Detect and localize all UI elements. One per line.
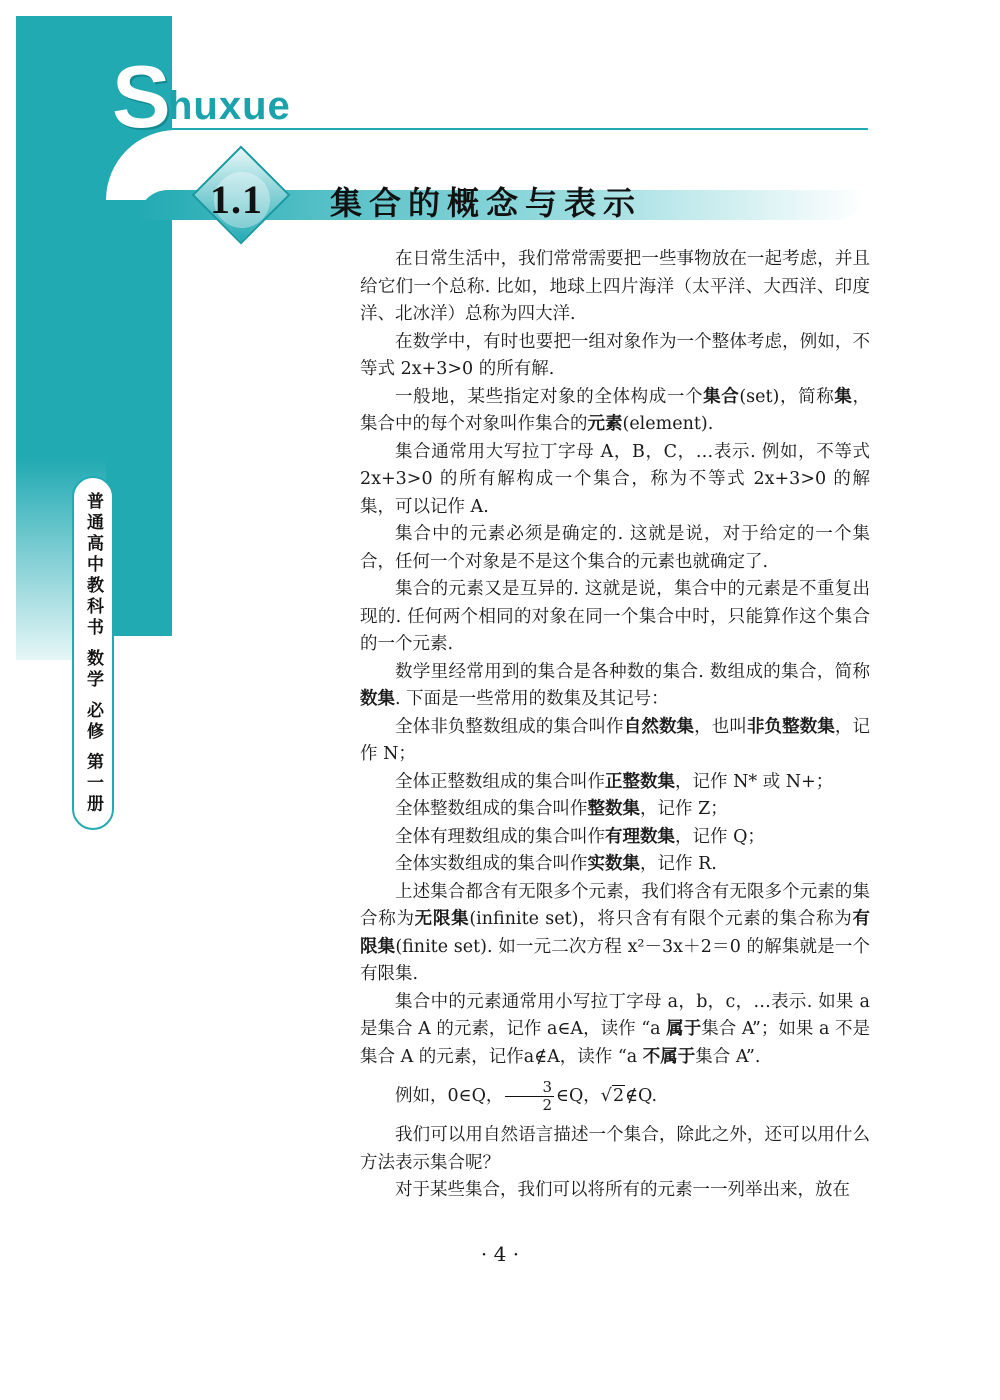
term: 集合 [703,386,740,407]
numset-item: 全体非负整数组成的集合叫作自然数集，也叫非负整数集，记作 N； [360,716,871,764]
term: 数集 [360,689,395,709]
term: 元素 [587,414,623,434]
paragraph: 集合通常用大写拉丁字母 A，B，C，…表示. 例如，不等式 2x+3>0 的所有解构成一个集合，称为不等式 2x+3>0 的解集，可以记作 A. [360,441,870,517]
term: 正整数集 [605,771,675,792]
paragraph: 对于某些集合，我们可以将所有的元素一一列举出来，放在 [395,1180,850,1200]
side-label: 普通高中教科书 数学 必修 第一册 [83,492,103,816]
numset-item: 全体有理数组成的集合叫作有理数集，记作 Q； [395,826,765,847]
paragraph: 我们可以用自然语言描述一个集合，除此之外，还可以用什么方法表示集合呢？ [360,1125,870,1173]
paragraph: 在日常生活中，我们常常需要把一些事物放在一起考虑，并且给它们一个总称. 比如，地球上四片海洋（太平洋、大西洋、印度洋、北冰洋）总称为四大洋. [360,249,870,324]
paragraph: 集合中的元素必须是确定的. 这就是说，对于给定的一个集合，任何一个对象是不是这个集合的元素也就确定了. [360,524,870,572]
term: 实数集 [587,854,640,874]
term: 无限集 [414,909,470,929]
section-title: 集合的概念与表示 [330,184,643,222]
sqrt-radicand: 2 [612,1086,625,1106]
side-label-pill [72,476,114,830]
numset-item: 全体正整数组成的集合叫作正整数集，记作 N* 或 N+； [395,771,834,792]
fraction: $\frac{3}{2}$ [505,1079,554,1114]
brand-initial: S [112,47,171,146]
term: 属于 [666,1019,702,1039]
numset-item: 全体实数组成的集合叫作实数集，记作 R. [395,854,717,874]
page-number: · 4 · [480,1242,520,1266]
section-number: 1.1 [210,177,263,222]
brand-word: huxue [168,84,291,128]
term: 整数集 [587,799,640,819]
paragraph: 一般地，某些指定对象的全体构成一个集合(set)，简称集，集合中的每个对象叫作集合的元素(element). [360,386,871,434]
example-line: 例如，0∈Q， $\frac{3}{2}$ ∈Q，√2∉Q. [395,1078,658,1114]
paragraph: 集合的元素又是互异的. 这就是说，集合中的元素是不重复出现的. 任何两个相同的对象在同一个集合中时，只能算作这个集合的一个元素. [360,579,870,654]
term: 集 [834,386,853,407]
body-text [360,246,870,1205]
term: 不属于 [642,1046,696,1067]
paragraph: 集合中的元素通常用小写拉丁字母 a，b，c，…表示. 如果 a 是集合 A 的元素，记作 a∈A，读作 “a 属于集合 A”；如果 a 不是集合 A 的元素，记作a∉A，读作 “a 不属于集合 A”. [360,991,871,1067]
term: 有限集 [360,909,871,957]
paragraph: 上述集合都含有无限多个元素，我们将含有无限多个元素的集合称为无限集(infinite set)，将只含有有限个元素的集合称为有限集(finite set). 如一元二次方程 x²－3x＋2＝0 的解集就是一个有限集. [360,881,871,984]
term: 有理数集 [605,826,675,847]
paragraph: 数学里经常用到的集合是各种数的集合. 数组成的集合，简称数集. 下面是一些常用的数集及其记号： [360,661,870,709]
term: 非负整数集 [746,716,835,737]
paragraph: 在数学中，有时也要把一组对象作为一个整体考虑，例如，不等式 2x+3>0 的所有解. [360,331,870,379]
term: 自然数集 [623,716,695,737]
numset-item: 全体整数组成的集合叫作整数集，记作 Z； [395,799,728,819]
